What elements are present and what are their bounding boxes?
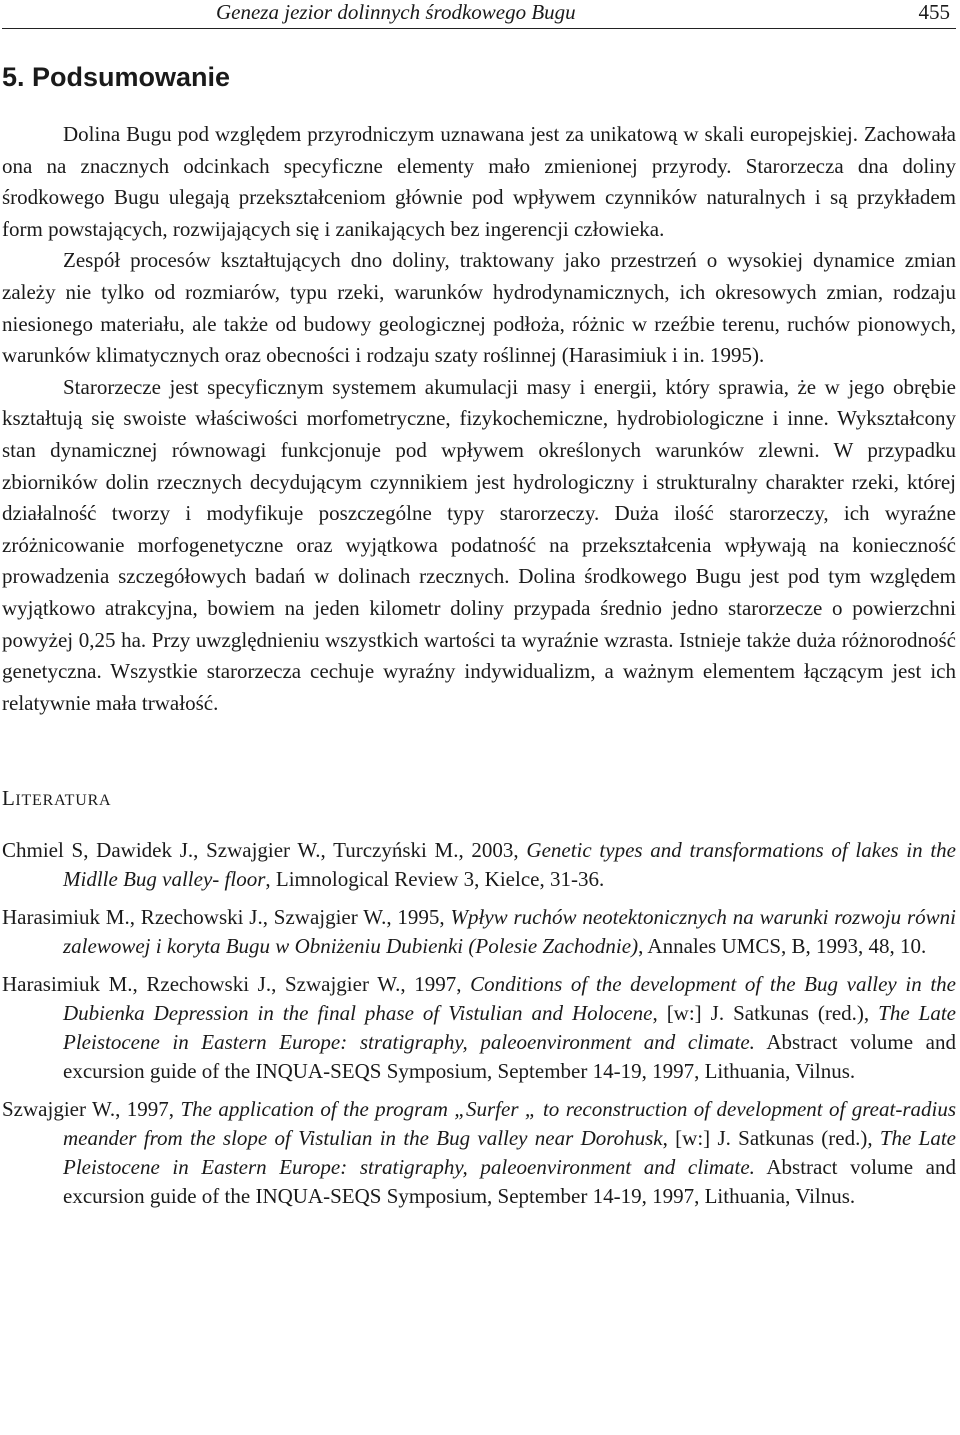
page-number: 455 xyxy=(918,0,950,24)
reference-publication: Abstract volume and excursion guide of the INQUA-SEQS Symposium, September 14-19, 1997, Lithuania, Vilnus. xyxy=(63,1155,956,1209)
reference-authors: Szwajgier W., 1997, xyxy=(2,1097,181,1122)
paragraph: Starorzecze jest specyficznym systemem akumulacji masy i energii, który sprawia, że w jego obrębie kształtują się swoiste właściwości morfometryczne, fizykochemiczne, hydrobiologiczne i inne. Wykształcony stan dynamicznej równowagi funkcjonuje pod wpływem określonych warunków zlewni. W przypadku zbiorników dolin rzecznych decydującym czynnikiem jest hydrologiczny i strukturalny charakter rzeki, której działalność tworzy i modyfikuje poszczególne typy starorzeczy. Duża ilość starorzeczy, ich wyraźne zróżnicowanie morfogenetyczne oraz wyjątkowa podatność na przekształcenia wpływają na konieczność prowadzenia szczegółowych badań w dolinach rzecznych. Dolina środkowego Bugu jest pod tym względem wyjątkowo atrakcyjna, bowiem na jeden kilometr doliny przypada średnio jedno starorzecze o powierzchni powyżej 0,25 ha. Przy uwzględnieniu wszystkich wartości ta wyraźnie wzrasta. Istnieje także duża różnorodność genetyczna. Wszystkie starorzecza cechuje wyraźny indywidualizm, a ważnym elementem łączącym jest ich relatywnie mała trwałość. xyxy=(2,374,956,715)
reference-title: Genetic types and transformations of lakes in the Midlle Bug valley- floor xyxy=(63,838,956,892)
body-text xyxy=(2,119,956,719)
reference-details: , Limnological Review 3, Kielce, 31-36. xyxy=(265,867,605,892)
reference-item xyxy=(2,1095,956,1211)
reference-authors: Harasimiuk M., Rzechowski J., Szwajgier W., 1997, xyxy=(2,972,471,997)
section-title: 5. Podsumowanie xyxy=(2,62,231,92)
reference-list xyxy=(2,836,956,1211)
reference-details: , [w:] J. Satkunas (red.), xyxy=(662,1126,880,1151)
running-title: Geneza jezior dolinnych środkowego Bugu xyxy=(216,0,576,24)
reference-title: Conditions of the development of the Bug valley in the Dubienka Depression in the final phase of Vistulian and Holocene xyxy=(63,972,956,1026)
reference-details: , [w:] J. Satkunas (red.), xyxy=(652,1001,879,1026)
paragraph: Dolina Bugu pod względem przyrodniczym uznawana jest za unikatową w skali europejskiej. Zachowała ona na znacznych odcinkach specyficzne elementy mało zmienionej przyrody. Starorzecza dna doliny środkowego Bugu ulegają przekształceniom głównie pod wpływem czynników naturalnych i są przykładem form powstających, rozwijających się i zanikających bez ingerencji człowieka. xyxy=(2,122,956,241)
reference-authors: Harasimiuk M., Rzechowski J., Szwajgier W., 1995, xyxy=(2,905,451,930)
literature-heading-rest: ITERATURA xyxy=(15,792,112,810)
reference-item xyxy=(2,903,956,961)
reference-details: , Annales UMCS, B, 1993, 48, 10. xyxy=(638,934,927,959)
reference-item xyxy=(2,836,956,894)
reference-book-title: The Late Pleistocene in Eastern Europe: stratigraphy, paleoenvironment and climate. xyxy=(63,1126,956,1180)
literature-heading xyxy=(2,785,956,814)
reference-title: The application of the program „Surfer „ to reconstruction of development of great-radius meander from the slope of Vistulian in the Bug valley near Dorohusk xyxy=(63,1097,956,1151)
paragraph: Zespół procesów kształtujących dno doliny, traktowany jako przestrzeń o wysokiej dynamice zmian zależy nie tylko od rozmiarów, typu rzeki, warunków hydrodynamicznych, ich okresowych zmian, rodzaju niesionego materiału, ale także od budowy geologicznej podłoża, różnic w rzeźbie terenu, ruchów pionowych, warunków klimatycznych oraz obecności i rodzaju szaty roślinnej (Harasimiuk i in. 1995). xyxy=(2,248,956,368)
literature-heading-initial: L xyxy=(2,786,16,811)
reference-book-title: The Late Pleistocene in Eastern Europe: stratigraphy, paleoenvironment and climate. xyxy=(63,1001,956,1055)
running-header xyxy=(2,0,956,29)
reference-authors: Chmiel S, Dawidek J., Szwajgier W., Turczyński M., 2003, xyxy=(2,838,527,863)
reference-publication: Abstract volume and excursion guide of the INQUA-SEQS Symposium, September 14-19, 1997, Lithuania, Vilnus. xyxy=(63,1030,956,1084)
reference-title: Wpływ ruchów neotektonicznych na warunki rozwoju równi zalewowej i koryta Bugu w Obniżeniu Dubienki (Polesie Zachodnie) xyxy=(63,905,957,959)
reference-item xyxy=(2,970,956,1086)
